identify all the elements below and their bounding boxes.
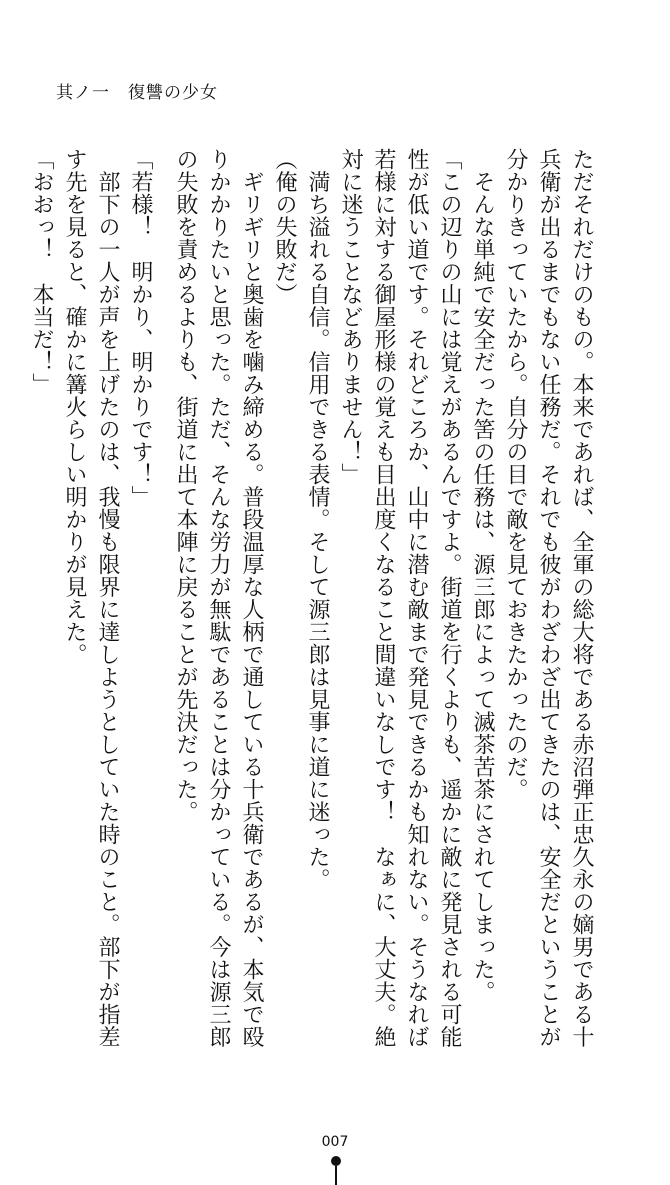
text-line: 満ち溢れる自信。信用できる表情。そして源三郎は見事に道に迷った。 (305, 148, 330, 891)
text-line: 分かりきっていたから。自分の目で敵を見ておきたかったのだ。 (503, 148, 528, 801)
text-line: りかかりたいと思った。ただ、そんな労力が無駄であることは分かっている。今は源三郎 (206, 148, 231, 1048)
text-line: 若様に対する御屋形様の覚えも目出度くなること間違いなしです！ なぁに、大丈夫。絶 (371, 148, 396, 1048)
blank-line (157, 148, 169, 1028)
text-line: 部下の一人が声を上げたのは、我慢も限界に達しようとしていた時のこと。部下が指差 (95, 148, 120, 1048)
text-line: ギリギリと奥歯を噛み締める。普段温厚な人柄で通している十兵衛であるが、本気で殴 (239, 148, 264, 1048)
text-line: 「若様！ 明かり、明かりです！」 (128, 148, 153, 508)
page-number: 007 (321, 1134, 349, 1150)
body-text (25, 148, 598, 1048)
text-line: 「おおっ！ 本当だ！」 (29, 148, 54, 396)
chapter-title: 其ノ一 復讐の少女 (56, 83, 218, 103)
text-line: そんな単純で安全だった筈の任務は、源三郎によって滅茶苦茶にされてしまった。 (470, 148, 495, 1003)
page-marker-line (335, 1166, 337, 1185)
text-line: の失敗を責めるよりも、街道に出て本陣に戻ることが先決だった。 (173, 148, 198, 823)
text-line: ただそれだけのもの。本来であれば、全軍の総大将である赤沼弾正忠久永の嫡男である十 (569, 148, 594, 1048)
text-line: 「この辺りの山には覚えがあるんですよ。街道を行くよりも、遥かに敵に発見される可能 (437, 148, 462, 1048)
text-line: 性が低い道です。それどころか、山中に潜む敵まで発見できるかも知れない。そうなれば (404, 148, 429, 1048)
text-line: す先を見ると、確かに篝火らしい明かりが見えた。 (62, 148, 87, 666)
text-line: 兵衛が出るまでもない任務だ。それでも彼がわざわざ出てきたのは、安全だということが (536, 148, 561, 1048)
page-marker-dot (331, 1156, 341, 1166)
text-line: （俺の失敗だ） (272, 148, 297, 306)
text-line: 対に迷うことなどありません！」 (338, 148, 363, 486)
